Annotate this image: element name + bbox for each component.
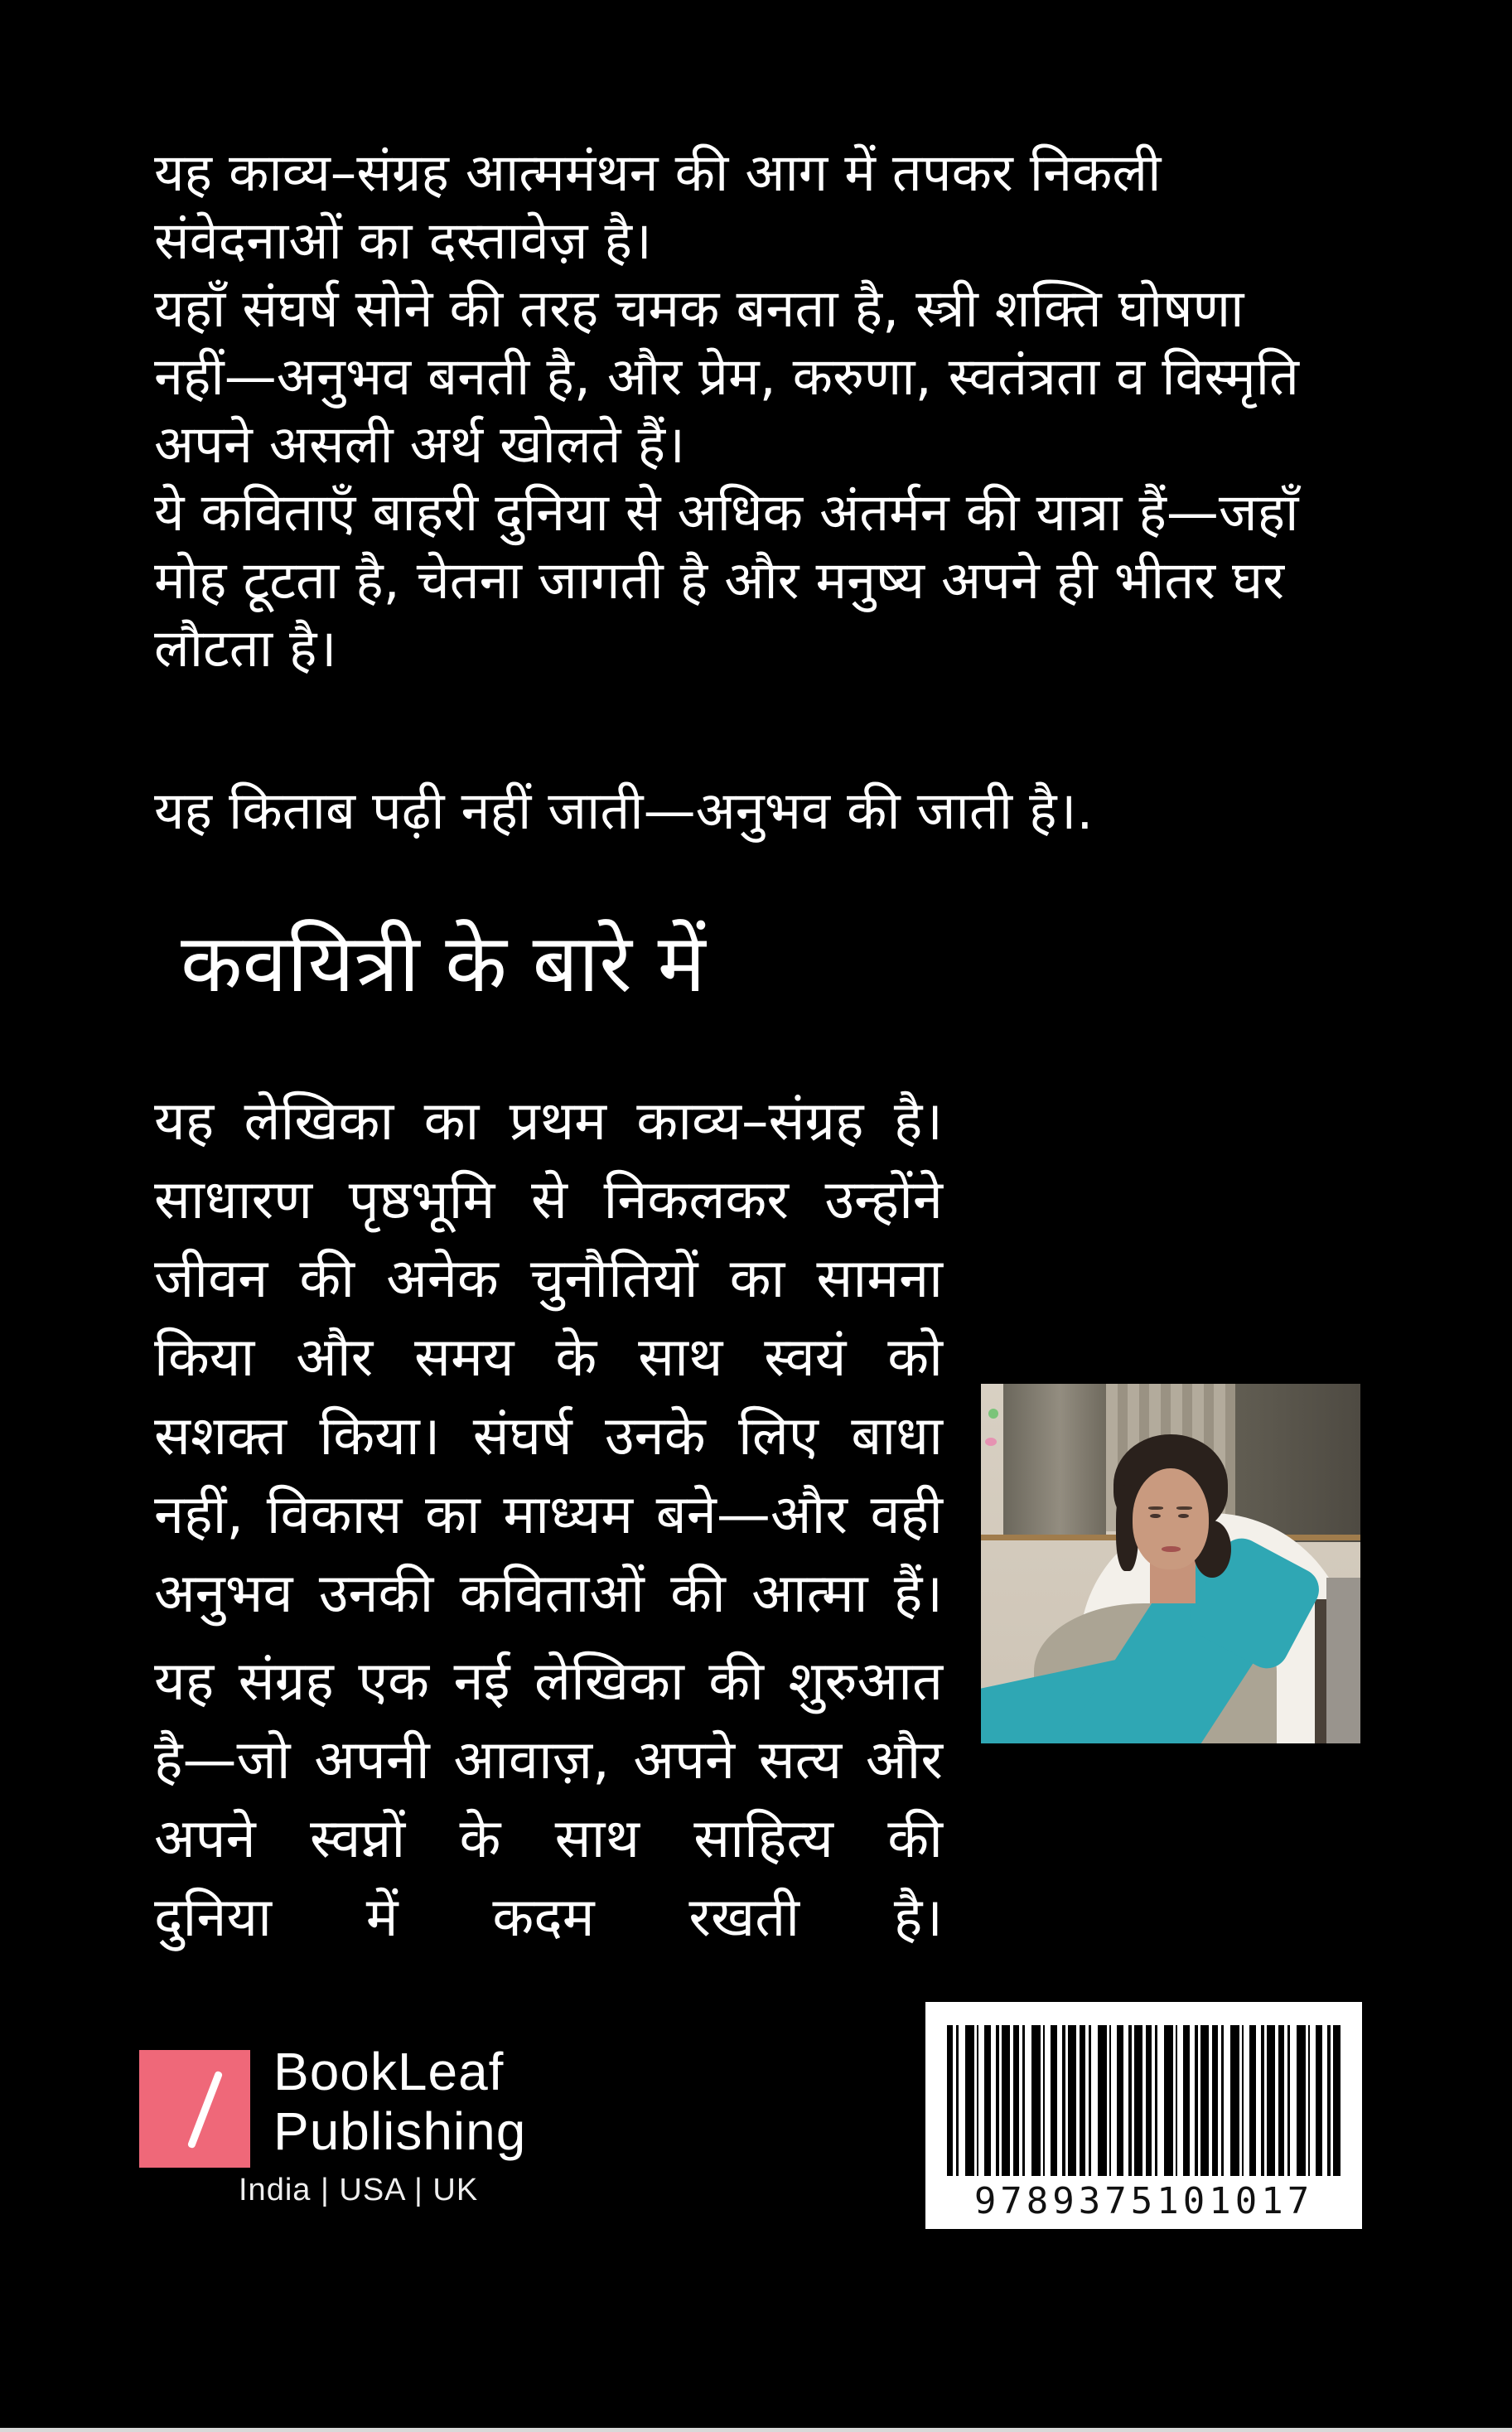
about-line: नहीं, विकास का माध्यम बने—और वही [154, 1484, 943, 1546]
intro-line: संवेदनाओं का दस्तावेज़ है। [154, 210, 652, 271]
barcode [925, 2002, 1362, 2229]
publisher-name-line2: Publishing [273, 2101, 527, 2161]
curtain-right [1235, 1384, 1360, 1542]
eyebrow [1148, 1506, 1163, 1510]
eye [1150, 1514, 1161, 1518]
about-line: अनुभव उनकी कविताओं की आत्मा हैं। [154, 1563, 943, 1625]
publisher-logo [139, 2050, 250, 2168]
intro-line: अपने असली अर्थ खोलते हैं। [154, 414, 685, 475]
chair-frame [1315, 1599, 1326, 1743]
curtain-left [1003, 1384, 1106, 1539]
slash-icon [187, 2070, 224, 2149]
tagline: यह किताब पढ़ी नहीं जाती—अनुभव की जाती है।. [154, 781, 1094, 841]
eyebrow [1176, 1506, 1191, 1510]
about-line: जीवन की अनेक चुनौतियों का सामना [154, 1248, 943, 1310]
intro-line: लौटता है। [154, 618, 337, 679]
intro-line: नहीं—अनुभव बनती है, और प्रेम, करुणा, स्वतंत्रता व विस्मृति [154, 346, 1299, 407]
about-line: यह लेखिका का प्रथम काव्य–संग्रह है। [154, 1090, 943, 1153]
intro-line: मोह टूटता है, चेतना जागती है और मनुष्य अपने ही भीतर घर [154, 550, 1285, 611]
photo-right-column [1326, 1578, 1360, 1743]
author-face [1133, 1468, 1209, 1569]
barcode-isbn: 9789375101017 [973, 2180, 1314, 2222]
wall-decor-dot [988, 1409, 998, 1419]
about-line: साधारण पृष्ठभूमि से निकलकर उन्होंने [154, 1169, 943, 1231]
about-line: है—जो अपनी आवाज़, अपने सत्य और [154, 1729, 943, 1791]
about-line: दुनिया में कदम रखती है। [154, 1887, 943, 1949]
about-paragraph-2 [154, 1642, 943, 1957]
author-photo [981, 1384, 1360, 1743]
publisher-name [273, 2042, 526, 2161]
publisher-regions: India | USA | UK [239, 2173, 479, 2207]
wall-decor-dot [985, 1438, 997, 1446]
intro-line: यहाँ संघर्ष सोने की तरह चमक बनता है, स्त्री शक्ति घोषणा [154, 278, 1244, 339]
about-line: किया और समय के साथ स्वयं को [154, 1327, 943, 1389]
page-bottom-edge [0, 2428, 1512, 2432]
intro-paragraph [154, 139, 1463, 683]
about-line: सशक्त किया। संघर्ष उनके लिए बाधा [154, 1405, 943, 1467]
about-author-heading: कवयित्री के बारे में [181, 916, 706, 1010]
about-line: अपने स्वप्नों के साथ साहित्य की [154, 1808, 943, 1870]
publisher-name-line1: BookLeaf [273, 2042, 505, 2101]
barcode-bars [947, 2025, 1341, 2176]
eye [1178, 1514, 1189, 1518]
lips [1162, 1546, 1181, 1552]
about-line: यह संग्रह एक नई लेखिका की शुरुआत [154, 1651, 943, 1713]
about-paragraph-1 [154, 1082, 943, 1633]
intro-line: यह काव्य–संग्रह आत्ममंथन की आग में तपकर निकली [154, 143, 1162, 203]
intro-line: ये कविताएँ बाहरी दुनिया से अधिक अंतर्मन की यात्रा हैं—जहाँ [154, 482, 1299, 543]
